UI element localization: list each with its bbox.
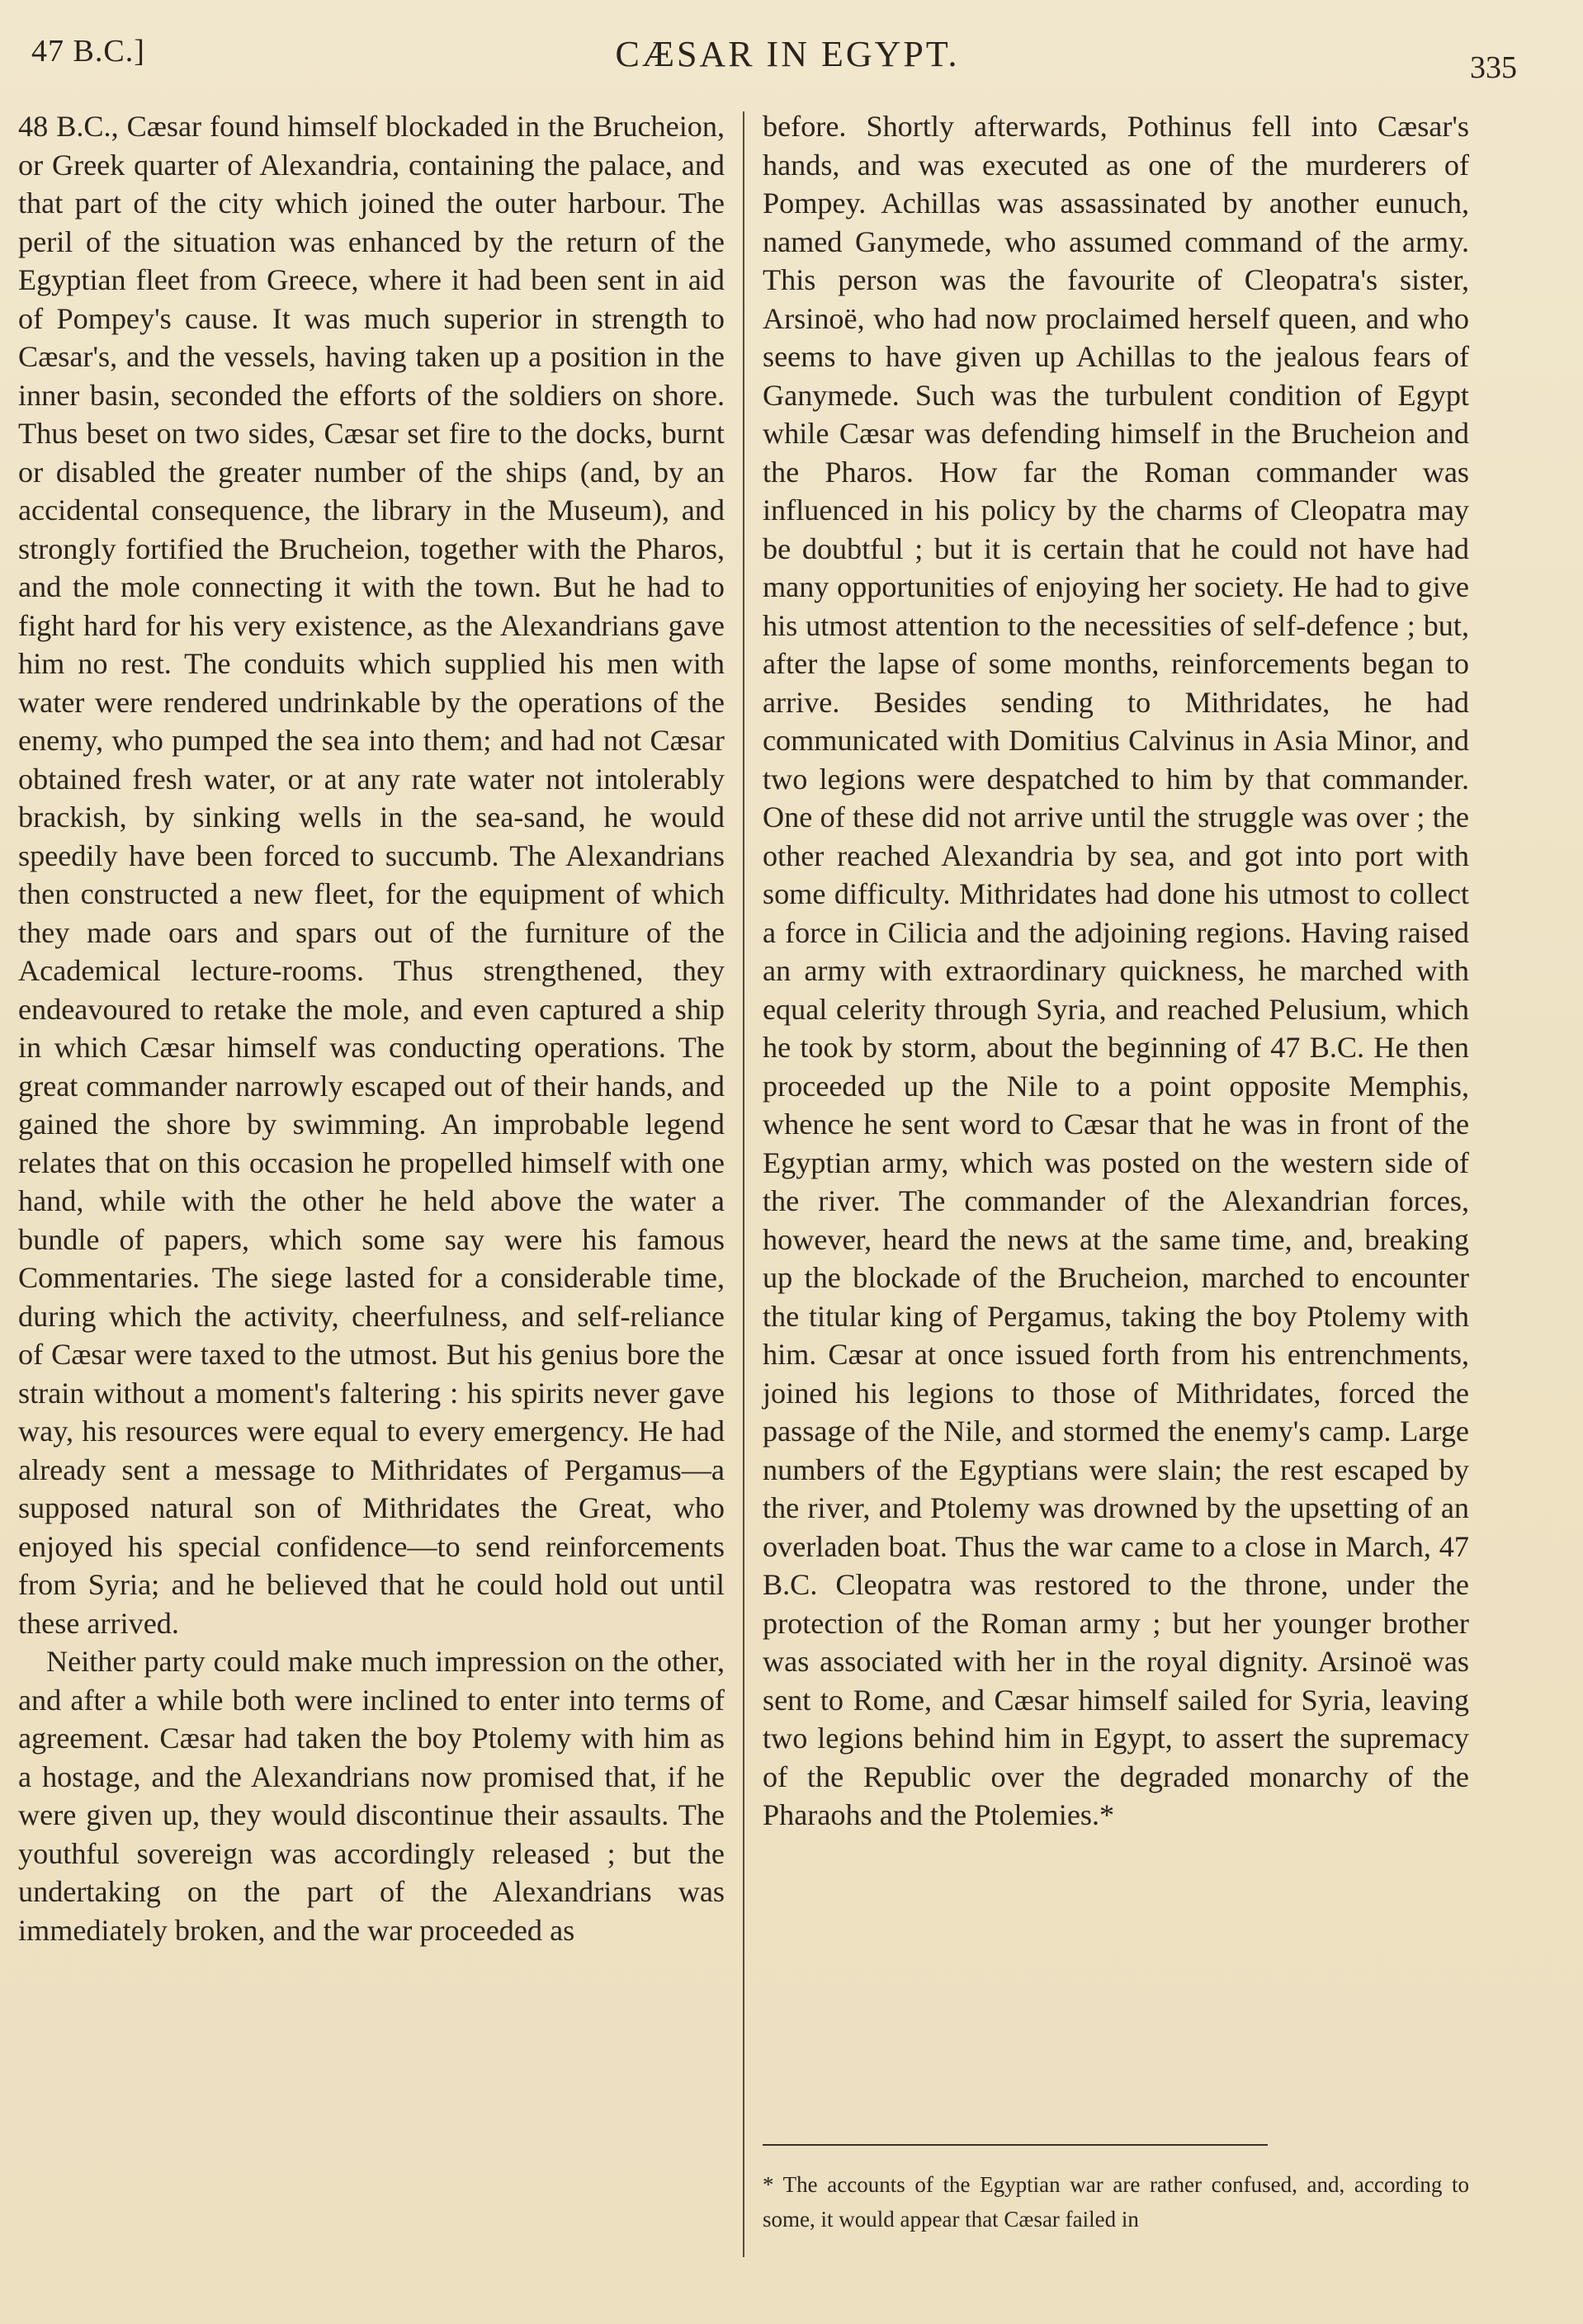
paragraph: 48 B.C., Cæsar found himself blockaded in the Brucheion, or Greek quarter of Alexandria, containing the palace, and that part of the city which joined the outer harbour. The peril of the situation was enhanced by the return of the Egyptian fleet from Greece, where it had been sent in aid of Pompey's cause. It was much superior in strength to Cæsar's, and the vessels, having taken up a position in the inner basin, seconded the efforts of the soldiers on shore. Thus beset on two sides, Cæsar set fire to the docks, burnt or disabled the greater number of the ships (and, by an accidental consequence, the library in the Museum), and strongly fortified the Brucheion, together with the Pharos, and the mole connecting it with the town. But he had to fight hard for his very existence, as the Alexandrians gave him no rest. The conduits which supplied his men with water were rendered undrinkable by the operations of the enemy, who pumped the sea into them; and had not Cæsar obtained fresh water, or at any rate water not intolerably brackish, by sinking wells in the sea-sand, he would speedily have been forced to succumb. The Alexandrians then constructed a new fleet, for the equipment of which they made oars and spars out of the furniture of the Academical lecture-rooms. Thus strengthened, they endeavoured to retake the mole, and even captured a ship in which Cæsar himself was conducting operations. The great commander narrowly escaped out of their hands, and gained the shore by swimming. An improbable legend relates that on this occasion he propelled himself with one hand, while with the other he held above the water a bundle of papers, which some say were his famous Commentaries. The siege lasted for a considerable time, during which the activity, cheerfulness, and self-reliance of Cæsar were taxed to the utmost. But his genius bore the strain without a moment's faltering : his spirits never gave way, his resources were equal to every emergency. He had already sent a message to Mithridates of Pergamus—a supposed natural son of Mithridates the Great, who enjoyed his special confidence—to send reinforcements from Syria; and he believed that he could hold out until these arrived. — [18, 110, 725, 1640]
footnote: * The accounts of the Egyptian war are rather confused, and, according to some, it would appear that Cæsar failed in — [763, 2172, 1469, 2232]
running-head-date: 47 B.C.] — [31, 34, 145, 68]
left-text-column — [18, 107, 725, 1949]
page-number: 335 — [1470, 50, 1517, 85]
paragraph: before. Shortly afterwards, Pothinus fell into Cæsar's hands, and was executed as one of the murderers of Pompey. Achillas was assassinated by another eunuch, named Ganymede, who assumed command of the army. This person was the favourite of Cleopatra's sister, Arsinoë, who had now proclaimed herself queen, and who seems to have given up Achillas to the jealous fears of Ganymede. Such was the turbulent condition of Egypt while Cæsar was defending himself in the Brucheion and the Pharos. How far the Roman commander was influenced in his policy by the charms of Cleopatra may be doubtful ; but it is certain that he could not have had many opportunities of enjoying her society. He had to give his utmost attention to the necessities of self-defence ; but, after the lapse of some months, reinforcements began to arrive. Besides sending to Mithridates, he had communicated with Domitius Calvinus in Asia Minor, and two legions were despatched to him by that commander. One of these did not arrive until the struggle was over ; the other reached Alexandria by sea, and got into port with some difficulty. Mithridates had done his utmost to collect a force in Cilicia and the adjoining regions. Having raised an army with extraordinary quickness, he marched with equal celerity through Syria, and reached Pelusium, which he took by storm, about the beginning of 47 B.C. He then proceeded up the Nile to a point opposite Memphis, whence he sent word to Cæsar that he was in front of the Egyptian army, which was posted on the western side of the river. The commander of the Alexandrian forces, however, heard the news at the same time, and, breaking up the blockade of the Brucheion, marched to encounter the titular king of Pergamus, taking the boy Ptolemy with him. Cæsar at once issued forth from his entrenchments, joined his legions to those of Mithridates, forced the passage of the Nile, and stormed the enemy's camp. Large numbers of the Egyptians were slain; the rest escaped by the river, and Ptolemy was drowned by the upsetting of an overladen boat. Thus the war came to a close in March, 47 B.C. Cleopatra was restored to the throne, under the protection of the Roman army ; but her younger brother was associated with her in the royal dignity. Arsinoë was sent to Rome, and Cæsar himself sailed for Syria, leaving two legions behind him in Egypt, to assert the supremacy of the Republic over the degraded monarchy of the Pharaohs and the Ptolemies.* — [763, 110, 1469, 1831]
running-head — [25, 21, 1550, 87]
footnote-rule — [763, 2144, 1268, 2146]
paragraph: Neither party could make much impression on the other, and after a while both were inclined to enter into terms of agreement. Cæsar had taken the boy Ptolemy with him as a hostage, and the Alexandrians now promised that, if he were given up, they would discontinue their assaults. The youthful sovereign was accordingly released ; but the undertaking on the part of the Alexandrians was immediately broken, and the war proceeded as — [18, 1645, 725, 1947]
chapter-title: CÆSAR IN EGYPT. — [615, 34, 960, 74]
right-text-column — [763, 107, 1469, 1835]
column-divider — [743, 111, 744, 2257]
